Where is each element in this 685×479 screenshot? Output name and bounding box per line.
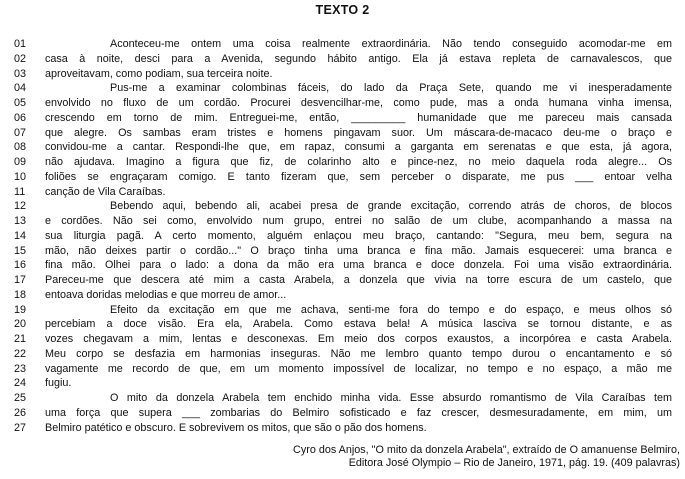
line-number: 14 <box>14 229 27 242</box>
line-number: 10 <box>14 170 27 183</box>
text-line <box>0 362 685 377</box>
line-number: 27 <box>14 421 27 434</box>
text-line <box>0 140 685 155</box>
citation <box>293 444 680 470</box>
line-number: 19 <box>14 303 27 316</box>
text-line <box>0 126 685 141</box>
line-number: 04 <box>14 82 27 95</box>
page-title: TEXTO 2 <box>315 3 370 17</box>
line-text: aproveitavam, como podiam, sua terceira noite. <box>45 67 273 80</box>
text-lines <box>0 37 685 435</box>
text-line <box>0 81 685 96</box>
line-text: que alegre. Os sambas eram tristes e homens pingavam suor. Um máscara-de-macaco deu-me o braço e <box>45 126 672 139</box>
text-line <box>0 244 685 259</box>
text-line <box>0 67 685 82</box>
citation-line-2: Editora José Olympio – Rio de Janeiro, 1971, pág. 19. (409 palavras) <box>348 457 680 469</box>
line-text: fugiu. <box>45 377 72 390</box>
line-text: sua liturgia pagã. A certo momento, alguém enlaçou meu braço, cantando: "Segura, meu bem, segura na <box>45 229 672 242</box>
line-number: 02 <box>14 52 27 65</box>
line-number: 05 <box>14 97 27 109</box>
text-line <box>0 155 685 170</box>
line-text: Pus-me a examinar colombinas fáceis, do lado da Praça Sete, quando me vi inesperadamente <box>110 82 672 95</box>
text-line <box>0 406 685 421</box>
line-number: 20 <box>14 318 27 331</box>
text-line <box>0 170 685 185</box>
text-line <box>0 37 685 52</box>
line-text: Belmiro patético e obscuro. E sobrevivem os mitos, que são o pão dos homens. <box>45 421 427 434</box>
line-number: 22 <box>14 347 27 360</box>
line-text: e cordões. Não sei como, envolvido num grupo, entrei no salão de um clube, acompanhando a massa na <box>45 215 672 227</box>
text-line <box>0 229 685 244</box>
line-text: foliões se engraçaram comigo. E tanto fizeram que, sem perceber o disparate, me pus ___ entoar velha <box>45 170 672 183</box>
line-text: canção de Vila Caraíbas. <box>45 185 166 198</box>
line-text: mão, não deixes partir o cordão..." O braço tinha uma branca e fina mão. Jamais esquecerei: uma branca e <box>45 244 672 257</box>
line-text: crescendo em torno de mim. Entreguei-me, então, _________ humanidade que me pareceu mais cansada <box>45 111 672 124</box>
line-number: 03 <box>14 67 27 80</box>
line-number: 07 <box>14 126 27 139</box>
line-text: não ajudava. Imagino a figura que fiz, de colarinho alto e pince-nez, no meio daquela roda alegre... Os <box>45 156 672 168</box>
text-line <box>0 111 685 126</box>
line-text: Meu corpo se desfazia em harmonias inseguras. Não me lembro quanto tempo durou o encantamento e só <box>45 347 672 360</box>
text-line <box>0 421 685 436</box>
line-number: 24 <box>14 377 27 390</box>
text-line <box>0 303 685 318</box>
text-line <box>0 317 685 332</box>
line-text: percebiam a doce visão. Era ela, Arabela. Como estava bela! A música lasciva se tornou distante, e as <box>45 318 672 331</box>
line-number: 25 <box>14 392 27 404</box>
text-line <box>0 288 685 303</box>
line-number: 16 <box>14 259 27 272</box>
line-number: 01 <box>14 38 27 50</box>
text-line <box>0 52 685 67</box>
text-line <box>0 214 685 229</box>
line-number: 21 <box>14 333 27 345</box>
text-line <box>0 376 685 391</box>
line-number: 08 <box>14 141 27 154</box>
line-text: vozes chegavam a mim, lentas e desconexas. Em meio dos corpos exaustos, a incorpórea e casta Arabela. <box>45 333 672 345</box>
line-number: 09 <box>14 156 27 168</box>
line-text: Aconteceu-me ontem uma coisa realmente extraordinária. Não tendo conseguido acomodar-me em <box>110 38 672 50</box>
text-line <box>0 258 685 273</box>
text-line <box>0 332 685 347</box>
citation-line-1: Cyro dos Anjos, "O mito da donzela Arabela", extraído de O amanuense Belmiro, <box>293 444 680 456</box>
text-line <box>0 391 685 406</box>
line-text: envolvido no fluxo de um cordão. Procurei desvencilhar-me, como pude, mas a onda humana vinha imensa, <box>45 97 672 109</box>
line-number: 26 <box>14 406 27 419</box>
line-text: O mito da donzela Arabela tem enchido minha vida. Esse absurdo romantismo de Vila Caraíbas tem <box>110 392 672 404</box>
text-line <box>0 347 685 362</box>
line-text: fina mão. Olhei para o lado: a dona da mão era uma branca e doce donzela. Foi uma visão extraordinária. <box>45 259 672 272</box>
line-text: Pareceu-me que descera até mim a casta Arabela, a donzela que vivia na torre escura de um castelo, que <box>45 274 672 286</box>
line-number: 18 <box>14 288 27 301</box>
line-text: Efeito da excitação em que me achava, senti-me fora do tempo e do espaço, e meus olhos só <box>110 303 672 316</box>
line-number: 06 <box>14 111 27 124</box>
line-text: Bebendo aqui, bebendo ali, acabei presa de grande excitação, correndo atrás de choros, de blocos <box>110 200 672 213</box>
text-line <box>0 96 685 111</box>
text-line <box>0 273 685 288</box>
line-number: 17 <box>14 274 27 286</box>
line-number: 15 <box>14 244 27 257</box>
text-line <box>0 185 685 200</box>
line-text: entoava doridas melodias e que morreu de amor... <box>45 288 287 301</box>
line-number: 13 <box>14 215 27 227</box>
line-text: vagamente me recordo de que, em um momento impossível de localizar, no tempo e no espaço, a mão me <box>45 362 672 375</box>
line-text: convidou-me a cantar. Respondi-lhe que, em rapaz, consumi a garganta em serenatas e que esta, já agora, <box>45 141 672 154</box>
line-text: uma força que supera ___ zombarias do Belmiro sofisticado e faz crescer, desmesuradamente, em mim, um <box>45 406 672 419</box>
line-number: 12 <box>14 200 27 213</box>
text-line <box>0 199 685 214</box>
line-number: 11 <box>14 185 26 198</box>
line-text: casa à noite, desci para a Avenida, segundo hábito antigo. Ela já estava repleta de carnavalescos, que <box>45 52 672 65</box>
line-number: 23 <box>14 362 27 375</box>
